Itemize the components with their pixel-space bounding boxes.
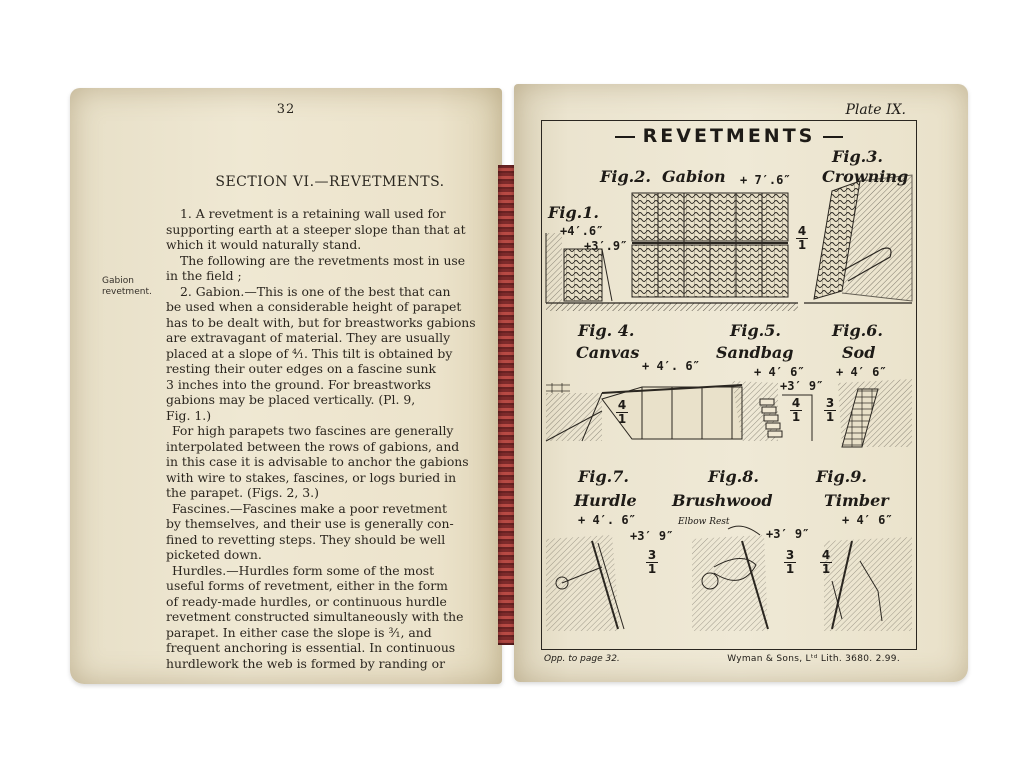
fig8-drawing [692,526,768,631]
text-line: The following are the revetments most in use [180,252,466,268]
plate-footer-left: Opp. to page 32. [544,654,620,664]
fig9-label: Fig.9. [816,467,867,486]
text-line: interpolated between the rows of gabions, and [166,438,460,454]
slope-numerator: 3 [647,548,657,562]
fig4-height: + 4′. 6″ [642,359,700,373]
fig3-label: Fig.3. [832,147,883,166]
text-line: For high parapets two fascines are generally [172,423,454,438]
left-page [70,88,502,684]
fig7-label: Fig.7. [578,467,629,486]
fig5-height-upper: + 4′ 6″ [754,365,805,379]
page-number: 32 [276,102,296,117]
plate-label: Plate IX. [845,102,906,118]
fig3-name: Crowning [822,167,909,186]
fig2-drawing [626,193,798,311]
plate-footer-right: Wyman & Sons, Lᵗᵈ Lith. 3680. 2.99. [727,654,900,664]
fig7-height-upper: + 4′. 6″ [578,513,636,527]
text-line: Fascines.—Fascines make a poor revetment [172,500,447,516]
text-line: frequent anchoring is essential. In continuous [166,640,456,655]
fig9-name: Timber [824,491,889,510]
text-line: by themselves, and their use is generally con- [166,516,454,531]
fig4-name: Canvas [576,343,640,362]
fig7-height-lower: +3′ 9″ [630,529,674,543]
text-line: Fig. 1.) [166,407,212,423]
text-line: in the field ; [166,268,242,283]
text-line: of ready-made hurdles, or continuous hurdle [166,593,447,609]
fig8-note: Elbow Rest [678,517,730,527]
text-line: hurdlework the web is formed by randing or [166,655,446,671]
text-line: with wire to stakes, fascines, or logs buried in [166,469,457,485]
slope-numerator: 3 [825,396,835,410]
text-line: 3 inches into the ground. For breastworks [166,376,431,392]
fig2-name: Gabion [662,167,726,186]
slope-denominator: 1 [785,562,795,576]
fig6-slope [824,397,836,424]
slope-numerator: 4 [821,548,831,562]
fig4-drawing [546,383,742,441]
text-line: 1. A revetment is a retaining wall used for [180,206,446,221]
slope-denominator: 1 [821,562,831,576]
fig9-height: + 4′ 6″ [842,513,893,527]
fig7-drawing [546,535,624,631]
text-line: in this case it is advisable to anchor the gabions [166,454,469,469]
text-line: be used when a considerable height of parapet [166,299,462,314]
plate-frame [541,120,917,650]
slope-numerator: 4 [791,396,801,410]
margin-note [102,276,174,298]
plate-title: REVETMENTS [542,125,916,147]
fig1-height-lower: +3′.9″ [584,239,628,253]
fig5-name: Sandbag [716,343,794,362]
fig2-label: Fig.2. [600,167,651,186]
fig4-slope [616,399,628,426]
text-line: supporting earth at a steeper slope than that at [166,221,466,237]
fig5-height-lower: +3′ 9″ [780,379,824,393]
text-line: useful forms of revetment, either in the form [166,578,448,593]
fig3-drawing [804,175,912,303]
fig8-height: +3′ 9″ [766,527,810,541]
margin-note-line: Gabion [102,276,134,286]
text-line: has to be dealt with, but for breastworks gabions [166,314,476,330]
fig8-slope [784,549,796,576]
fig2-slope [796,225,808,252]
section-title: SECTION VI.—REVETMENTS. [215,174,445,190]
fig7-slope [646,549,658,576]
plate-illustrations [542,121,916,649]
text-line: picketed down. [166,547,262,562]
margin-note-line: revetment. [102,287,152,297]
text-line: Hurdles.—Hurdles form some of the most [172,562,435,578]
slope-denominator: 1 [617,412,627,426]
fig5-label: Fig.5. [730,321,781,340]
text-line: gabions may be placed vertically. (Pl. 9, [166,392,416,407]
text-line: are extravagant of material. They are usually [166,330,451,345]
fig6-height: + 4′ 6″ [836,365,887,379]
fig8-label: Fig.8. [708,467,759,486]
text-line: placed at a slope of ⁴⁄₁. This tilt is obtained by [166,345,453,361]
text-line: which it would naturally stand. [166,237,362,252]
fig4-label: Fig. 4. [578,321,635,340]
fig1-label: Fig.1. [548,203,599,222]
body-text [166,206,480,671]
text-line: resting their outer edges on a fascine sunk [166,361,436,376]
slope-denominator: 1 [797,238,807,252]
fig7-name: Hurdle [574,491,637,510]
fig6-name: Sod [842,343,876,362]
text-line: fined to revetting steps. They should be well [166,531,446,547]
text-line: the parapet. (Figs. 2, 3.) [166,485,319,500]
slope-denominator: 1 [647,562,657,576]
text-line: 2. Gabion.—This is one of the best that can [180,283,451,299]
slope-denominator: 1 [825,410,835,424]
fig6-label: Fig.6. [832,321,883,340]
slope-numerator: 3 [785,548,795,562]
fig8-name: Brushwood [672,491,773,510]
fig5-slope [790,397,802,424]
fig9-drawing [824,537,912,631]
slope-numerator: 4 [617,398,627,412]
text-line: revetment constructed simultaneously with the [166,609,464,624]
fig1-height-upper: +4′.6″ [560,224,604,238]
slope-denominator: 1 [791,410,801,424]
right-page [514,84,968,682]
fig2-height: + 7′.6″ [740,173,791,187]
text-line: parapet. In either case the slope is ³⁄₁, and [166,624,432,640]
fig6-drawing [838,379,912,447]
fig9-slope [820,549,832,576]
slope-numerator: 4 [797,224,807,238]
